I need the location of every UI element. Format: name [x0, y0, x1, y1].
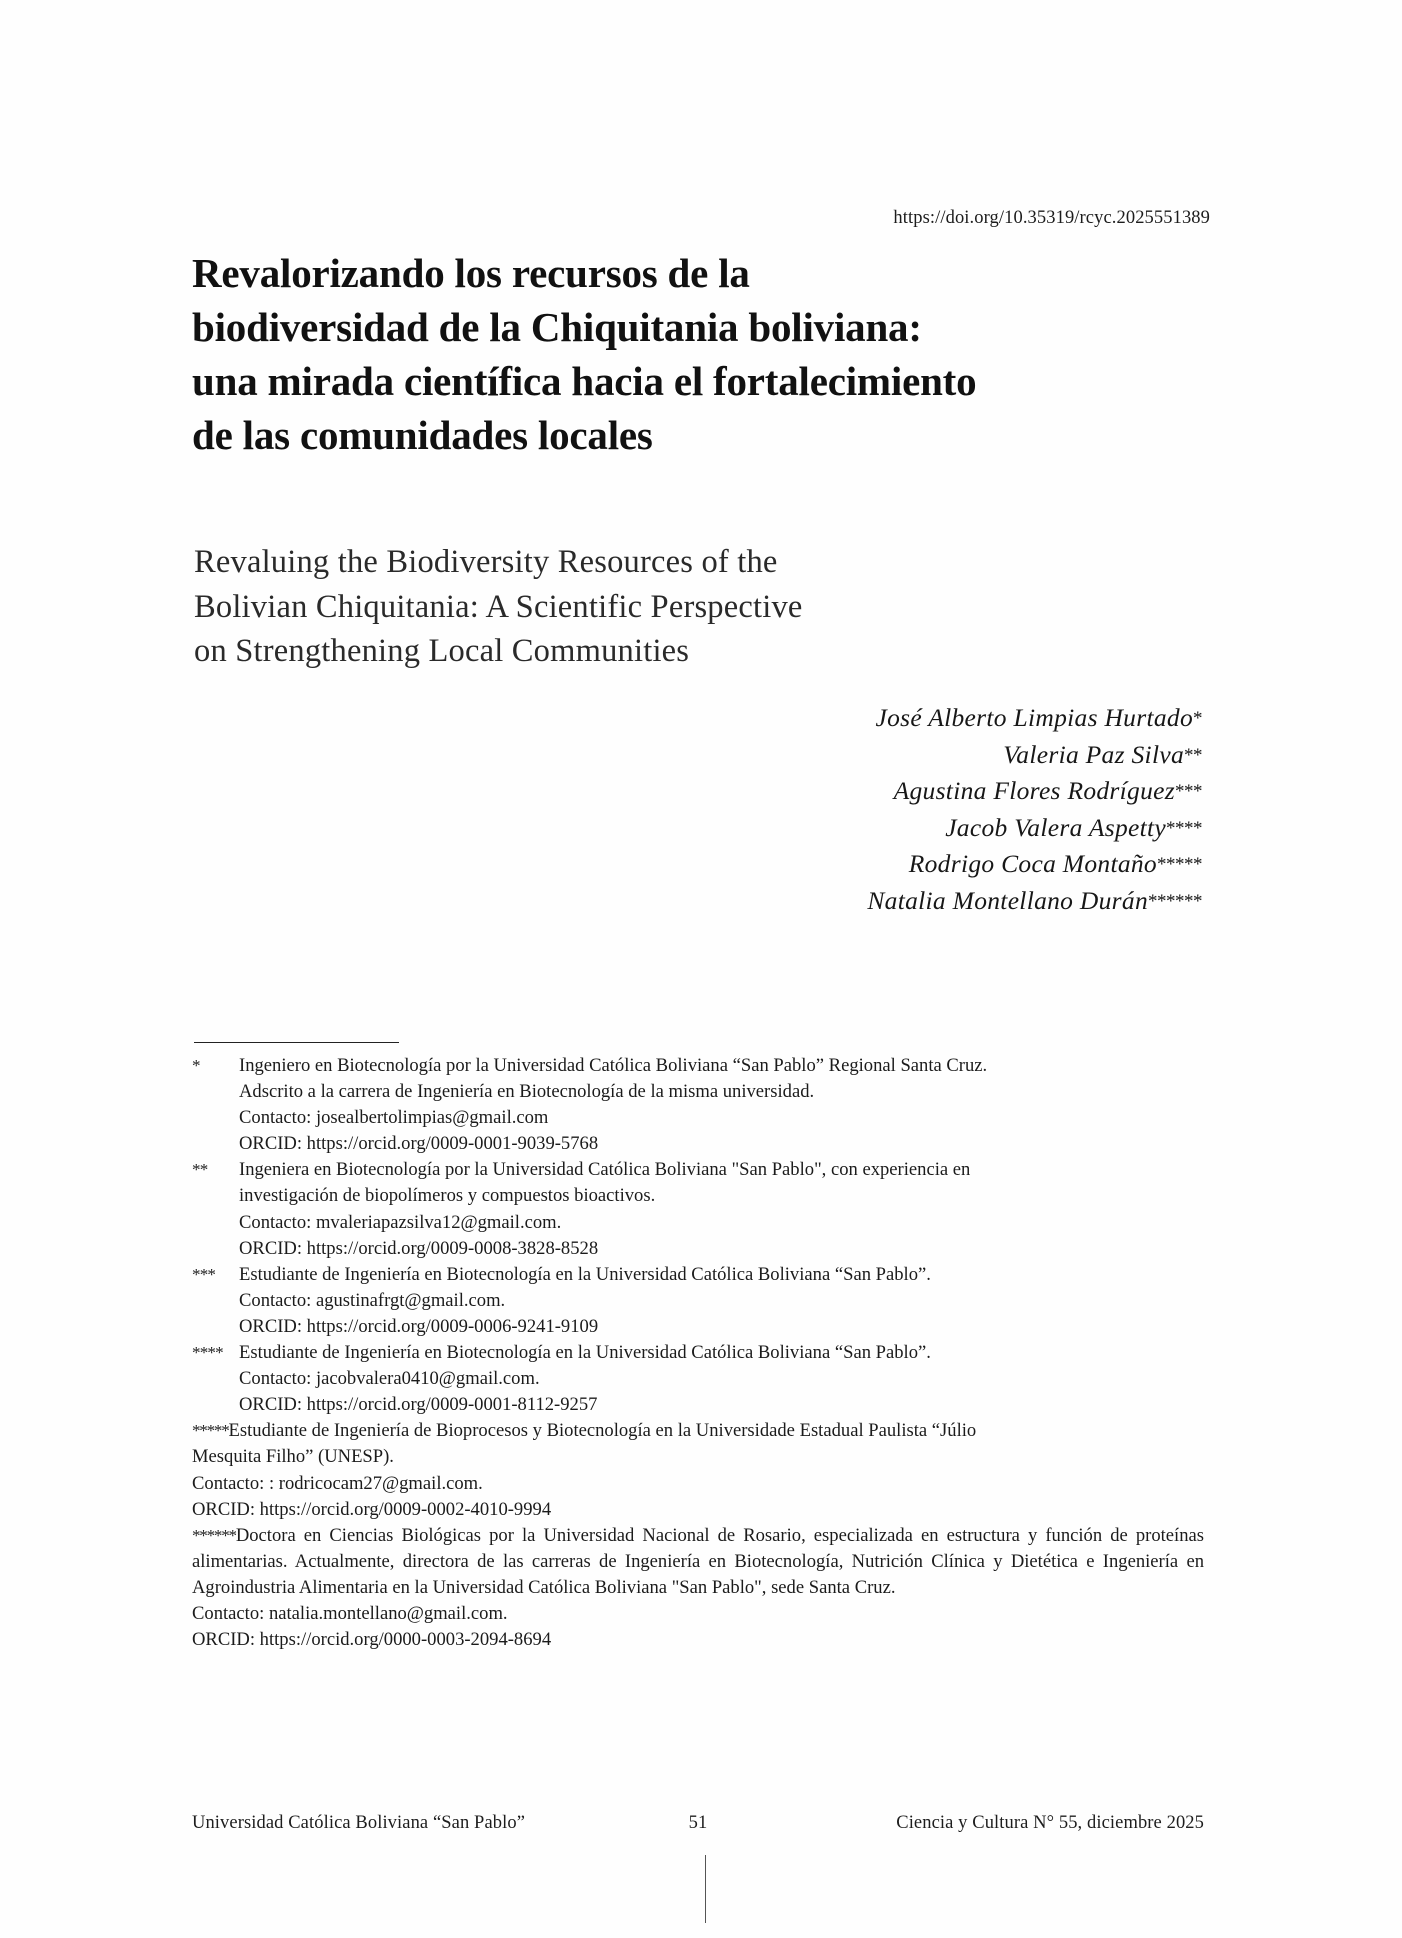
author-footnote-marker[interactable]: **	[1184, 744, 1202, 766]
author-list	[192, 700, 1202, 919]
english-subtitle	[194, 540, 1204, 674]
footnote-list	[192, 1053, 1204, 1653]
author-2	[192, 737, 1202, 774]
subtitle-line-2: Bolivian Chiquitania: A Scientific Perspective	[194, 588, 803, 625]
author-footnote-marker[interactable]: ******	[1148, 890, 1202, 912]
author-1	[192, 700, 1202, 737]
author-name: José Alberto Limpias Hurtado	[875, 703, 1193, 732]
footnote-3	[192, 1262, 1204, 1340]
footnote-marker: ***	[192, 1264, 216, 1284]
footnote-1	[192, 1053, 1204, 1157]
footnote-contact: Contacto: josealbertolimpias@gmail.com	[239, 1107, 549, 1129]
title-line-2: biodiversidad de la Chiquitania boliviana:	[192, 304, 922, 350]
footnote-body	[239, 1262, 1204, 1340]
author-5	[192, 846, 1202, 883]
footnote-marker: *	[192, 1056, 200, 1075]
footnote-marker: **	[192, 1160, 208, 1180]
footnote-contact: Contacto: jacobvalera0410@gmail.com.	[239, 1368, 540, 1390]
footnote-orcid[interactable]: ORCID: https://orcid.org/0009-0001-9039-5768	[239, 1133, 599, 1155]
page-footer	[192, 1813, 1204, 1834]
author-name: Rodrigo Coca Montaño	[908, 849, 1157, 878]
footnote-paragraph-text: Doctora en Ciencias Biológicas por la Universidad Nacional de Rosario, especializada en estructura y función de proteínas alimentarias. Actualmente, directora de las carreras de Ingeniería en Biotecnología, Nutrición Clínica y Dietética e Ingeniería en Agroindustria Alimentaria en la Universidad Católica Boliviana "San Pablo", sede Santa Cruz.	[192, 1524, 1204, 1598]
footnote-body	[192, 1601, 1204, 1653]
footnote-contact: Contacto: mvaleriapazsilva12@gmail.com.	[239, 1211, 562, 1233]
footnote-separator	[194, 1042, 399, 1043]
footnote-contact: Contacto: : rodricocam27@gmail.com.	[192, 1472, 483, 1494]
footnote-marker: ****	[192, 1343, 223, 1363]
footer-publisher: Universidad Católica Boliviana “San Pablo”	[192, 1813, 526, 1833]
footnote-marker: ******	[192, 1525, 236, 1545]
footnote-orcid[interactable]: ORCID: https://orcid.org/0009-0006-9241-9109	[239, 1315, 599, 1337]
footnote-contact: Contacto: agustinafrgt@gmail.com.	[239, 1289, 506, 1311]
footnote-body	[239, 1053, 1204, 1157]
footnote-4	[192, 1340, 1204, 1418]
doi-link[interactable]: https://doi.org/10.35319/rcyc.2025551389	[893, 208, 1210, 228]
footnote-contact: Contacto: natalia.montellano@gmail.com.	[192, 1602, 508, 1624]
footnote-line: investigación de biopolímeros y compuestos bioactivos.	[239, 1185, 656, 1207]
author-6	[192, 883, 1202, 920]
footnote-paragraph	[192, 1523, 1204, 1601]
footnote-5	[192, 1418, 1204, 1522]
page-content	[192, 0, 1210, 1938]
footnote-line: Adscrito a la carrera de Ingeniería en Biotecnología de la misma universidad.	[239, 1081, 815, 1103]
footnote-orcid[interactable]: ORCID: https://orcid.org/0009-0008-3828-8528	[239, 1237, 599, 1259]
subtitle-line-1: Revaluing the Biodiversity Resources of the	[194, 544, 778, 580]
author-footnote-marker[interactable]: *	[1193, 708, 1202, 729]
footnote-body	[239, 1340, 1204, 1418]
footnote-line: Estudiante de Ingeniería de Bioprocesos y Biotecnología en la Universidade Estadual Paulista “Júlio	[228, 1420, 977, 1442]
author-4	[192, 810, 1202, 847]
author-name: Valeria Paz Silva	[1003, 739, 1184, 769]
author-3	[192, 773, 1202, 810]
title-line-4: de las comunidades locales	[192, 412, 653, 458]
author-name: Agustina Flores Rodríguez	[893, 776, 1175, 805]
title-line-3: una mirada científica hacia el fortalecimiento	[192, 358, 977, 404]
footnote-marker: *****	[192, 1421, 229, 1441]
footnote-orcid[interactable]: ORCID: https://orcid.org/0000-0003-2094-8694	[192, 1629, 552, 1651]
footnote-line: Estudiante de Ingeniería en Biotecnología en la Universidad Católica Boliviana “San Pablo”.	[239, 1263, 931, 1285]
author-footnote-marker[interactable]: ****	[1166, 817, 1202, 839]
footnote-line: Estudiante de Ingeniería en Biotecnología en la Universidad Católica Boliviana “San Pablo”.	[239, 1342, 931, 1364]
page-title	[192, 246, 1202, 462]
author-name: Natalia Montellano Durán	[867, 885, 1148, 915]
footnote-6	[192, 1523, 1204, 1653]
author-name: Jacob Valera Aspetty	[945, 812, 1166, 842]
footnote-line: Ingeniero en Biotecnología por la Universidad Católica Boliviana “San Pablo” Regional Santa Cruz.	[239, 1055, 988, 1076]
footnote-line: Ingeniera en Biotecnología por la Universidad Católica Boliviana "San Pablo", con experiencia en	[239, 1159, 971, 1181]
subtitle-line-3: on Strengthening Local Communities	[194, 633, 690, 669]
footnote-orcid[interactable]: ORCID: https://orcid.org/0009-0002-4010-9994	[192, 1498, 552, 1520]
footer-tick-mark	[705, 1855, 706, 1923]
title-line-1: Revalorizando los recursos de la	[192, 250, 750, 296]
footnote-2	[192, 1157, 1204, 1261]
footnote-line: Mesquita Filho” (UNESP).	[192, 1446, 394, 1468]
footnote-orcid[interactable]: ORCID: https://orcid.org/0009-0001-8112-9257	[239, 1394, 598, 1416]
author-footnote-marker[interactable]: *****	[1157, 854, 1202, 875]
footer-issue: Ciencia y Cultura N° 55, diciembre 2025	[896, 1813, 1204, 1833]
author-footnote-marker[interactable]: ***	[1175, 781, 1202, 802]
footnote-body	[239, 1157, 1204, 1261]
page-number: 51	[688, 1813, 708, 1833]
footnote-body	[192, 1444, 1204, 1522]
